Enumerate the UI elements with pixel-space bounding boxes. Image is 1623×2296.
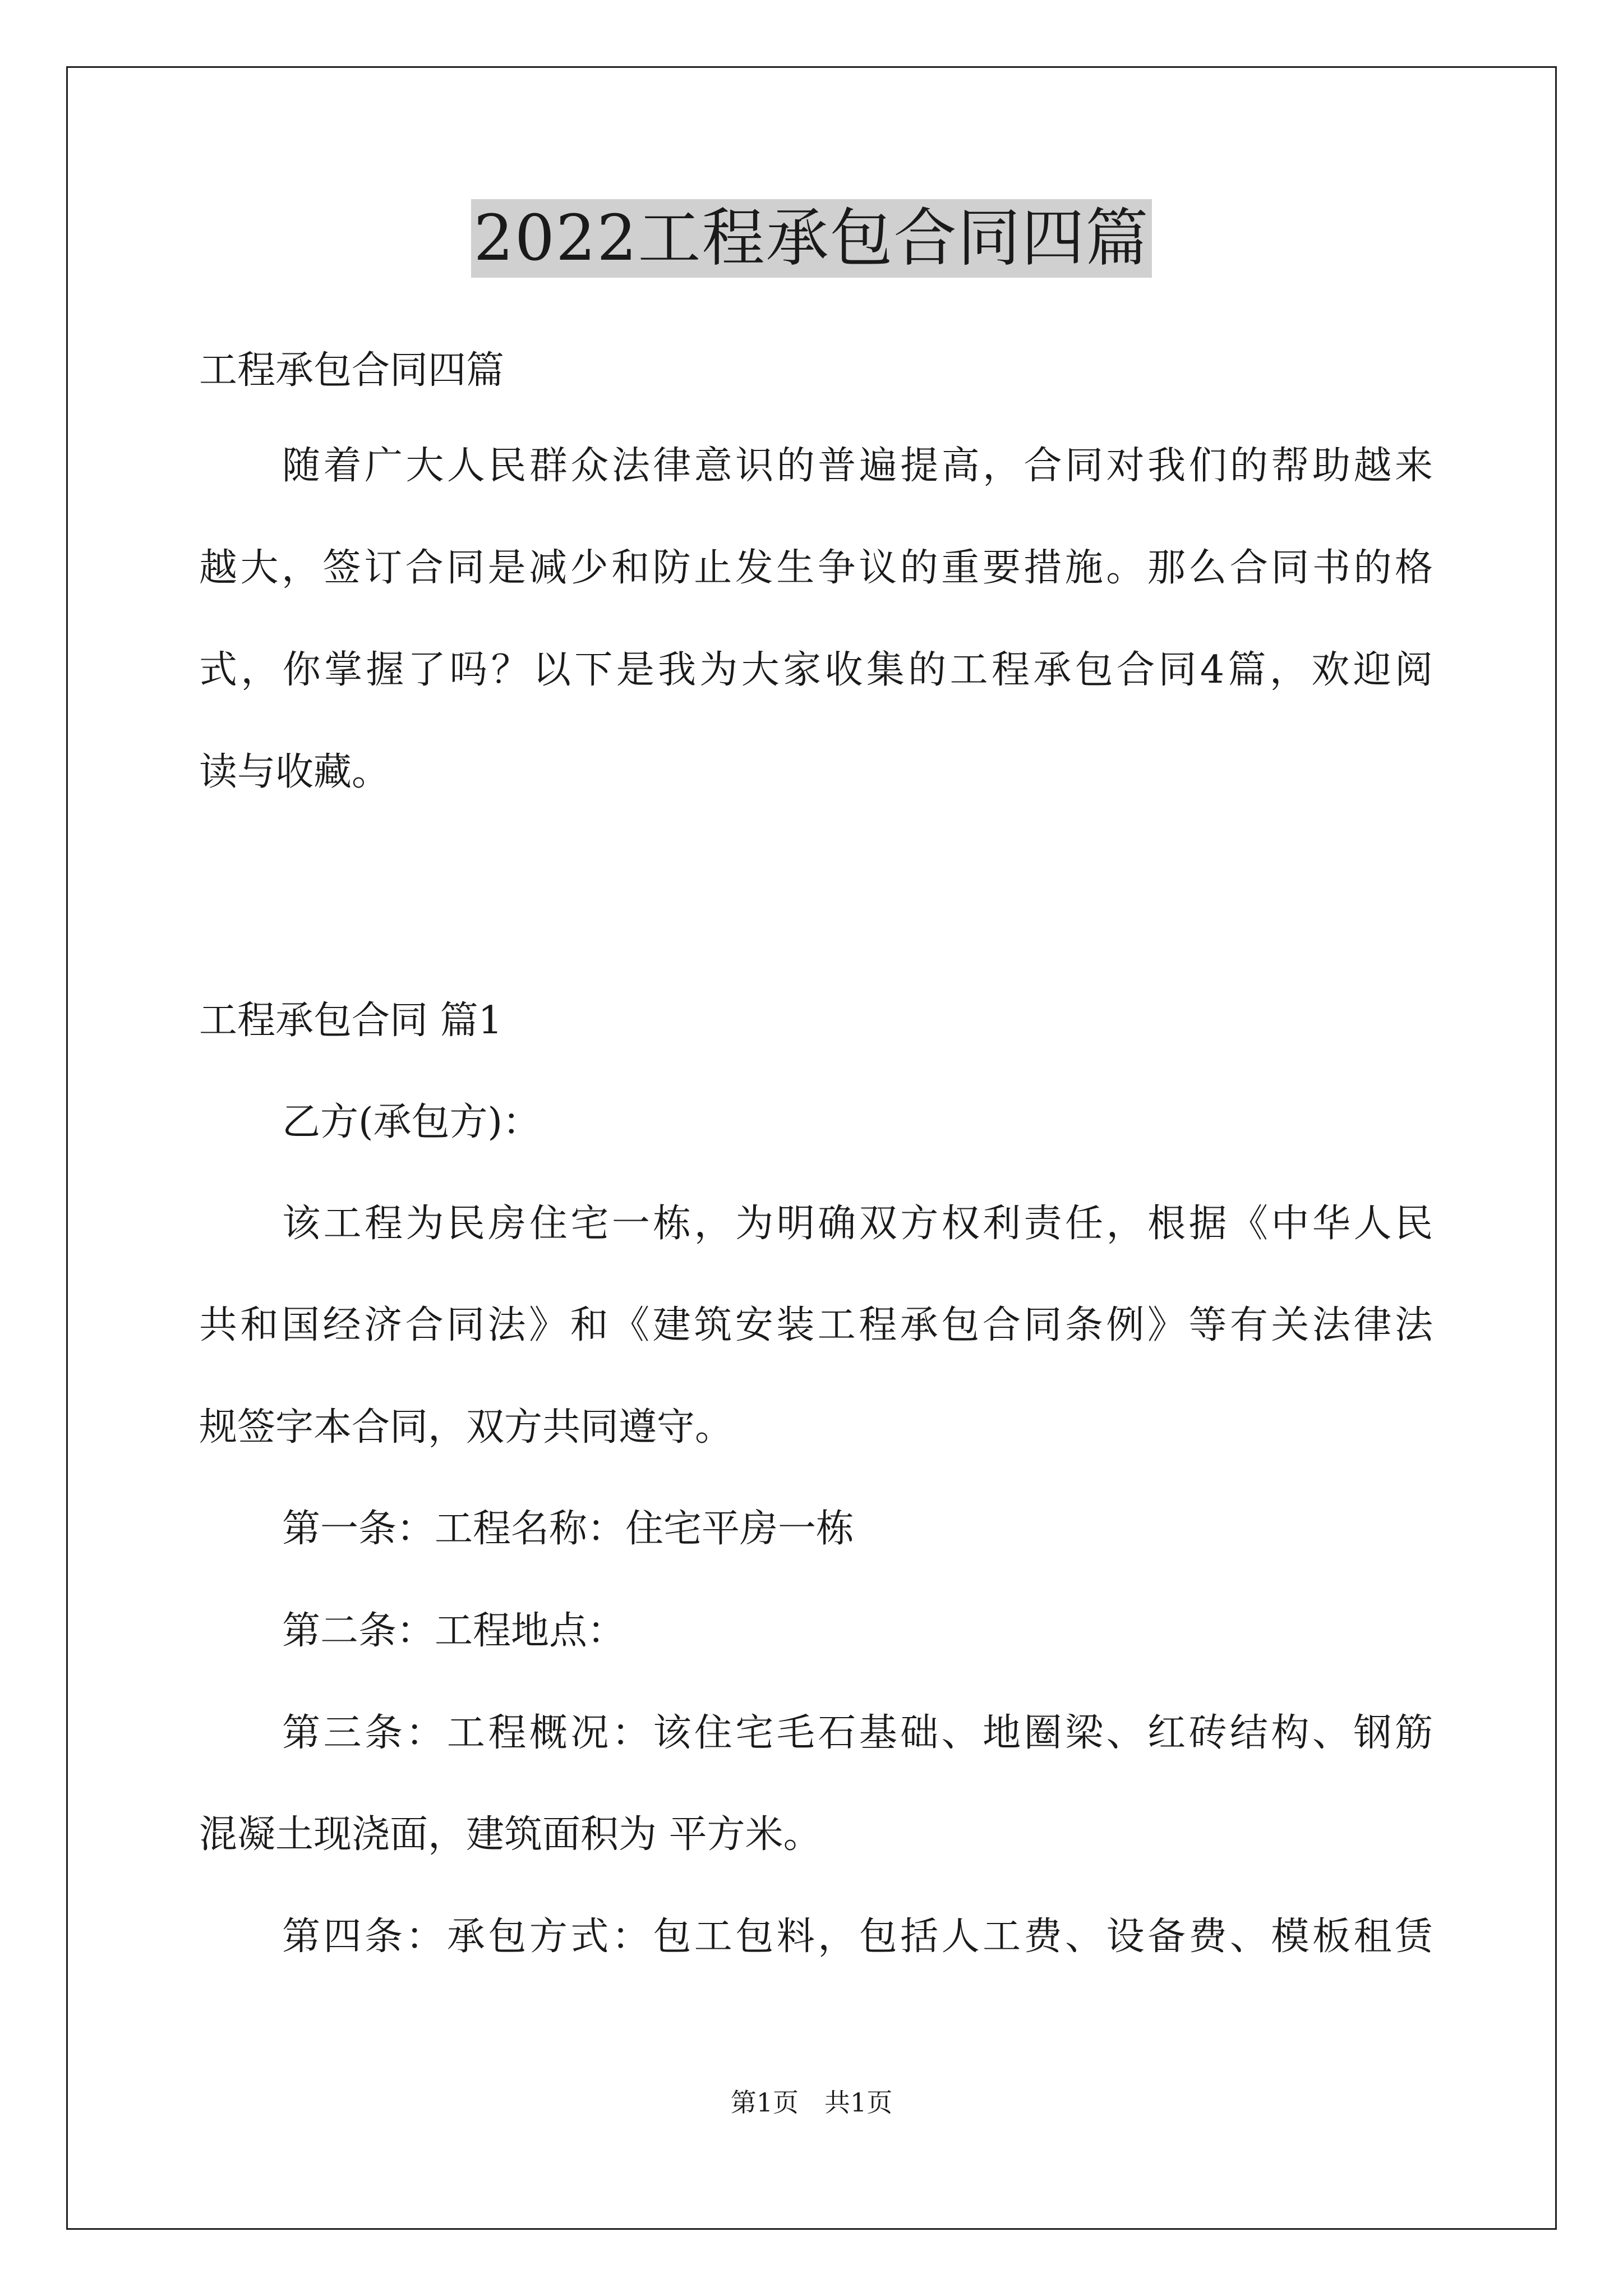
clause-line: 第二条：工程地点： bbox=[282, 1609, 626, 1653]
section-heading: 工程承包合同四篇 bbox=[199, 348, 505, 393]
paragraph-line: 越大，签订合同是减少和防止发生争议的重要措施。那么合同书的格 bbox=[199, 546, 1433, 590]
clause-line: 第三条：工程概况：该住宅毛石基础、地圈梁、红砖结构、钢筋 bbox=[282, 1711, 1433, 1755]
clause-line: 第四条：承包方式：包工包料，包括人工费、设备费、模板租赁 bbox=[282, 1915, 1433, 1959]
paragraph-line: 式，你掌握了吗？以下是我为大家收集的工程承包合同4篇，欢迎阅 bbox=[199, 648, 1433, 692]
title-container bbox=[0, 199, 1623, 278]
paragraph-line: 乙方(承包方)： bbox=[282, 1100, 541, 1144]
paragraph-line: 读与收藏。 bbox=[199, 750, 390, 794]
paragraph-line: 共和国经济合同法》和《建筑安装工程承包合同条例》等有关法律法 bbox=[199, 1303, 1433, 1347]
clause-line: 混凝土现浇面，建筑面积为 平方米。 bbox=[199, 1812, 822, 1857]
paragraph-line: 随着广大人民群众法律意识的普遍提高，合同对我们的帮助越来 bbox=[282, 444, 1433, 488]
page-number-footer: 第1页 共1页 bbox=[730, 2087, 893, 2118]
paragraph-line: 规签字本合同，双方共同遵守。 bbox=[199, 1405, 734, 1450]
clause-line: 第一条：工程名称：住宅平房一栋 bbox=[282, 1507, 855, 1551]
paragraph-line: 该工程为民房住宅一栋，为明确双方权利责任，根据《中华人民 bbox=[282, 1202, 1433, 1246]
document-title: 2022工程承包合同四篇 bbox=[471, 199, 1151, 278]
section-heading: 工程承包合同 篇1 bbox=[199, 999, 502, 1043]
